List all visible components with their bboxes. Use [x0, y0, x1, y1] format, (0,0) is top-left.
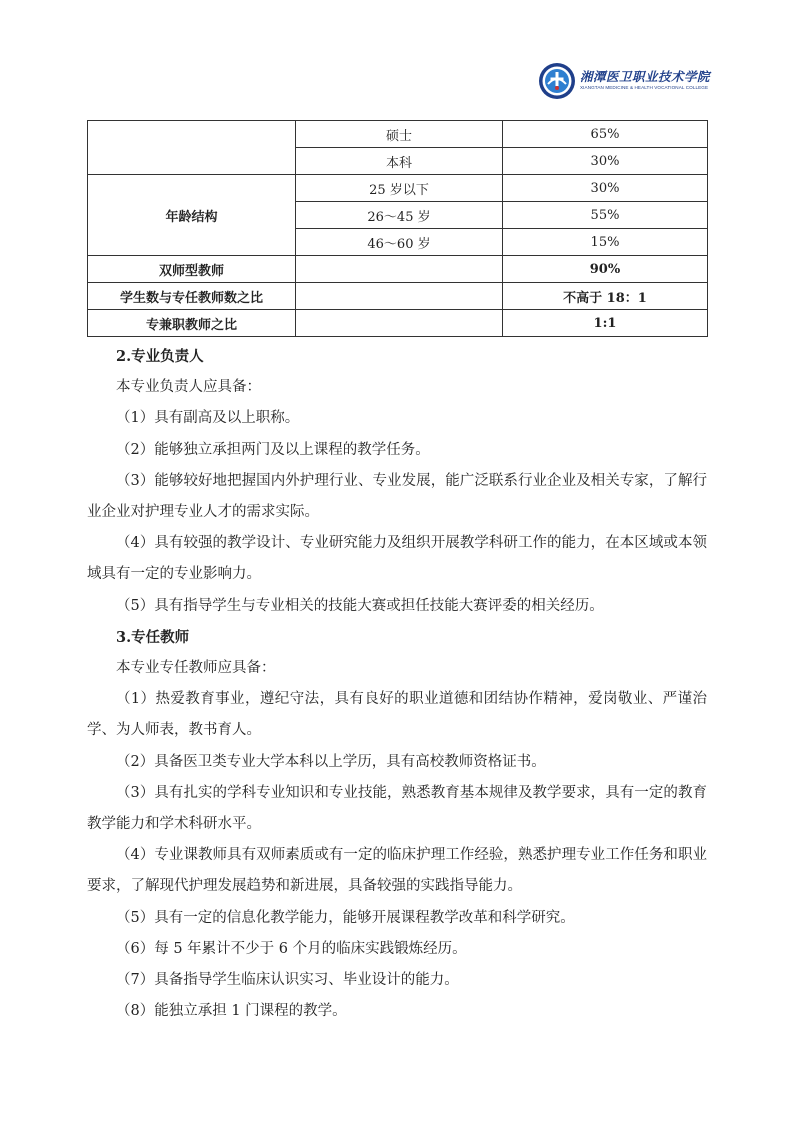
section-heading: 3.专任教师	[116, 628, 190, 646]
table-cell-sub	[296, 283, 503, 310]
table-cell-value: 30%	[503, 148, 708, 175]
table-row	[88, 310, 708, 337]
requirement-item: （1）热爱教育事业，遵纪守法，具有良好的职业道德和团结协作精神，爱岗敬业、严谨治学、为人师表，教书育人。	[87, 691, 707, 739]
requirement-item: （7）具备指导学生临床认识实习、毕业设计的能力。	[116, 972, 459, 989]
table-cell-value: 30%	[503, 175, 708, 202]
requirement-item: （3）能够较好地把握国内外护理行业、专业发展，能广泛联系行业企业及相关专家，了解行业企业对护理专业人才的需求实际。	[87, 472, 707, 521]
table-cell-sub: 25 岁以下	[296, 175, 503, 202]
table-cell-sub: 26～45 岁	[296, 202, 503, 229]
section-intro: 本专业负责人应具备：	[116, 379, 261, 396]
table-cell-label: 双师型教师	[88, 256, 296, 283]
document-body	[87, 341, 707, 1027]
table-cell-value: 65%	[503, 121, 708, 148]
section-intro: 本专业专任教师应具备：	[116, 660, 276, 677]
table-cell-sub: 本科	[296, 148, 503, 175]
requirement-item: （4）专业课教师具有双师素质或有一定的临床护理工作经验，熟悉护理专业工作任务和职业要求，了解现代护理发展趋势和新进展，具备较强的实践指导能力。	[87, 847, 707, 895]
table-row	[88, 121, 708, 148]
requirement-item: （5）具有一定的信息化教学能力，能够开展课程教学改革和科学研究。	[116, 909, 575, 926]
table-cell-sub: 46～60 岁	[296, 229, 503, 256]
requirement-item: （6）每 5 年累计不少于 6 个月的临床实践锻炼经历。	[116, 940, 467, 957]
logo-english-name: XIANGTAN MEDICINE & HEALTH VOCATIONAL COLLEGE	[580, 85, 709, 91]
table-cell-label: 专兼职教师之比	[88, 310, 296, 337]
table-cell-value: 不高于 18：1	[503, 283, 708, 310]
logo-chinese-name: 湘潭医卫职业技术学院	[580, 68, 711, 84]
table-row	[88, 175, 708, 202]
faculty-structure-table	[87, 120, 708, 337]
table-row	[88, 256, 708, 283]
table-cell-sub: 硕士	[296, 121, 503, 148]
table-cell-sub	[296, 256, 503, 283]
requirement-item: （4）具有较强的教学设计、专业研究能力及组织开展教学科研工作的能力，在本区域或本领域具有一定的专业影响力。	[87, 535, 707, 583]
table-cell-sub	[296, 310, 503, 337]
requirement-item: （2）能够独立承担两门及以上课程的教学任务。	[116, 441, 430, 458]
college-emblem-icon	[538, 62, 576, 100]
table-cell-value: 15%	[503, 229, 708, 256]
table-row	[88, 283, 708, 310]
table-cell-label: 学生数与专任教师数之比	[88, 283, 296, 310]
table-cell-label	[88, 121, 296, 175]
requirement-item: （5）具有指导学生与专业相关的技能大赛或担任技能大赛评委的相关经历。	[116, 597, 604, 614]
table-cell-value: 55%	[503, 202, 708, 229]
table-cell-value: 90%	[503, 256, 708, 283]
requirement-item: （2）具备医卫类专业大学本科以上学历，具有高校教师资格证书。	[116, 753, 546, 770]
requirement-item: （8）能独立承担 1 门课程的教学。	[116, 1003, 347, 1020]
table-cell-value: 1:1	[503, 310, 708, 337]
requirement-item: （3）具有扎实的学科专业知识和专业技能，熟悉教育基本规律及教学要求，具有一定的教育教学能力和学术科研水平。	[87, 784, 707, 833]
table-cell-label: 年龄结构	[88, 175, 296, 256]
college-logo	[538, 60, 718, 102]
requirement-item: （1）具有副高及以上职称。	[116, 410, 300, 427]
section-heading: 2.专业负责人	[116, 348, 204, 365]
